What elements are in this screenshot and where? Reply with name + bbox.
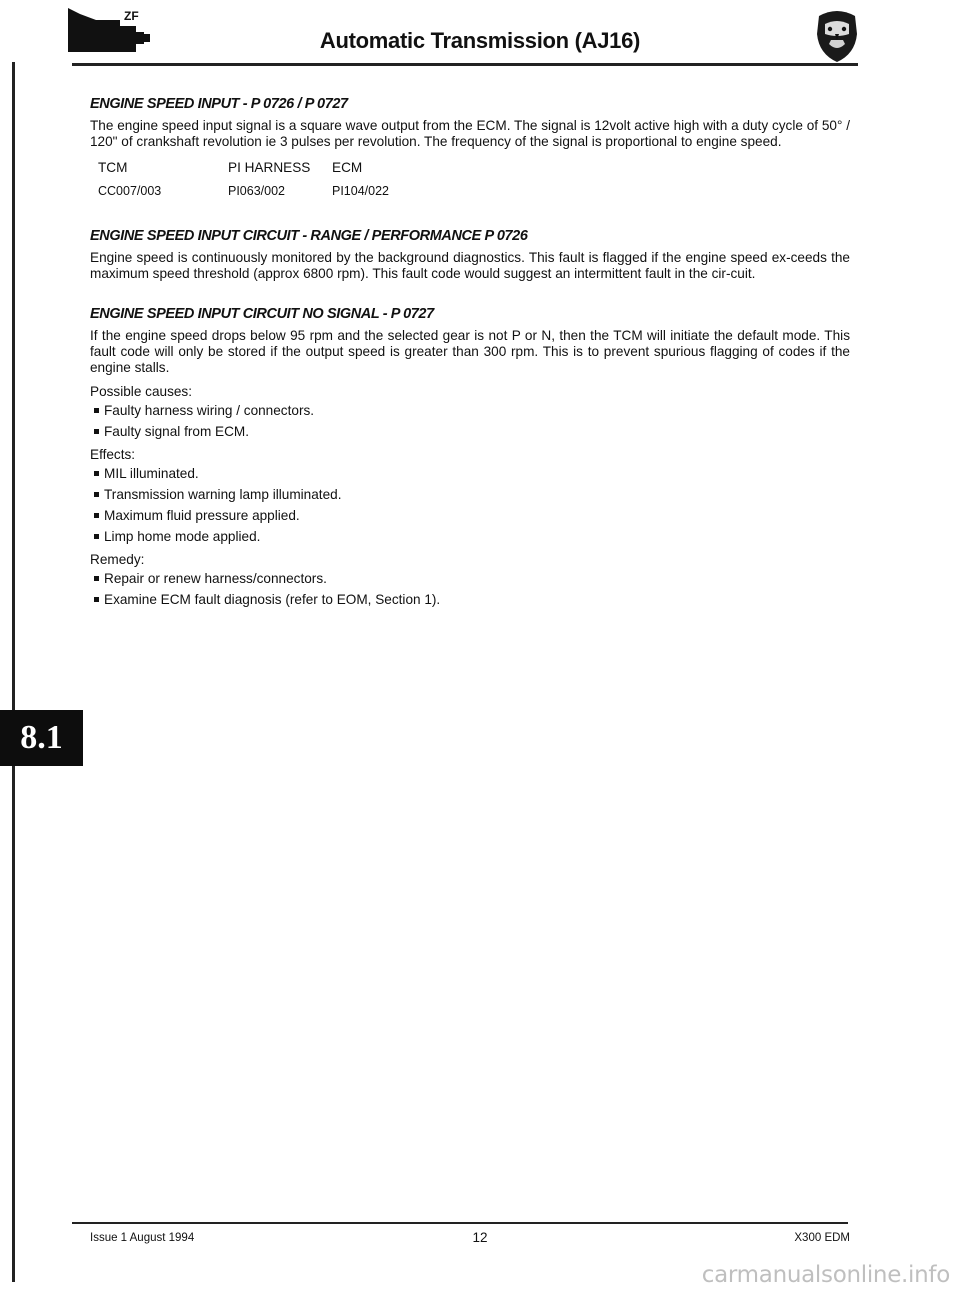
document-code: X300 EDM <box>794 1232 850 1244</box>
list-item: Maximum fluid pressure applied. <box>94 508 850 523</box>
list-item: Faulty harness wiring / connectors. <box>94 403 850 418</box>
bullet-icon <box>94 534 99 539</box>
bullet-icon <box>94 471 99 476</box>
header-rule <box>72 63 858 66</box>
pin-value-pi-harness: PI063/002 <box>228 184 285 198</box>
issue-date: Issue 1 August 1994 <box>90 1232 195 1244</box>
left-margin-rule <box>12 62 15 1282</box>
list-item: Examine ECM fault diagnosis (refer to EOM, Section 1). <box>94 592 850 607</box>
bullet-icon <box>94 492 99 497</box>
effects-label: Effects: <box>90 447 136 462</box>
list-item: MIL illuminated. <box>94 466 850 481</box>
bullet-icon <box>94 408 99 413</box>
section-heading: ENGINE SPEED INPUT - P 0726 / P 0727 <box>90 96 348 112</box>
section-no-signal <box>90 306 850 607</box>
connector-pin-table <box>98 160 850 198</box>
section-body: The engine speed input signal is a square wave output from the ECM. The signal is 12volt active high with a duty cycle of 50° / 120" of crankshaft revolution ie 3 pulses per revolution. The frequency of the signal is proportional to engine speed. <box>90 118 850 149</box>
remedy-label: Remedy: <box>90 552 145 567</box>
bullet-icon <box>94 513 99 518</box>
list-item: Limp home mode applied. <box>94 529 850 544</box>
jaguar-growler-logo-icon <box>815 8 859 64</box>
page-number: 12 <box>472 1230 488 1245</box>
list-item: Transmission warning lamp illuminated. <box>94 487 850 502</box>
list-item: Repair or renew harness/connectors. <box>94 571 850 586</box>
page-title: Automatic Transmission (AJ16) <box>319 28 641 53</box>
bullet-icon <box>94 429 99 434</box>
section-range-performance <box>90 228 850 282</box>
pin-value-ecm: PI104/022 <box>332 184 389 198</box>
section-heading: ENGINE SPEED INPUT CIRCUIT - RANGE / PERFORMANCE P 0726 <box>90 228 528 244</box>
section-tab: 8.1 <box>0 710 83 766</box>
pin-header-tcm: TCM <box>98 160 128 175</box>
bullet-icon <box>94 576 99 581</box>
section-body: If the engine speed drops below 95 rpm and the selected gear is not P or N, then the TCM will initiate the default mode. This fault code will only be stored if the output speed is greater than 300 rpm. This is to prevent spurious flagging of codes if the engine stalls. <box>90 328 850 375</box>
section-heading: ENGINE SPEED INPUT CIRCUIT NO SIGNAL - P 0727 <box>90 306 434 322</box>
list-item: Faulty signal from ECM. <box>94 424 850 439</box>
pin-header-pi-harness: PI HARNESS <box>228 160 311 175</box>
section-engine-speed-input <box>90 96 850 198</box>
zf-logo-text: ZF <box>124 9 139 23</box>
causes-label: Possible causes: <box>90 384 193 399</box>
page-content <box>90 96 850 613</box>
pin-value-tcm: CC007/003 <box>98 184 162 198</box>
section-body: Engine speed is continuously monitored by the background diagnostics. This fault is flagged if the engine speed ex-ceeds the maximum speed threshold (approx 6800 rpm). This fault code would suggest an intermittent fault in the cir-cuit. <box>90 250 850 281</box>
watermark: carmanualsonline.info <box>701 1262 950 1288</box>
page-header <box>0 0 960 70</box>
bullet-icon <box>94 597 99 602</box>
pin-header-ecm: ECM <box>332 160 363 175</box>
footer-rule <box>72 1222 848 1224</box>
